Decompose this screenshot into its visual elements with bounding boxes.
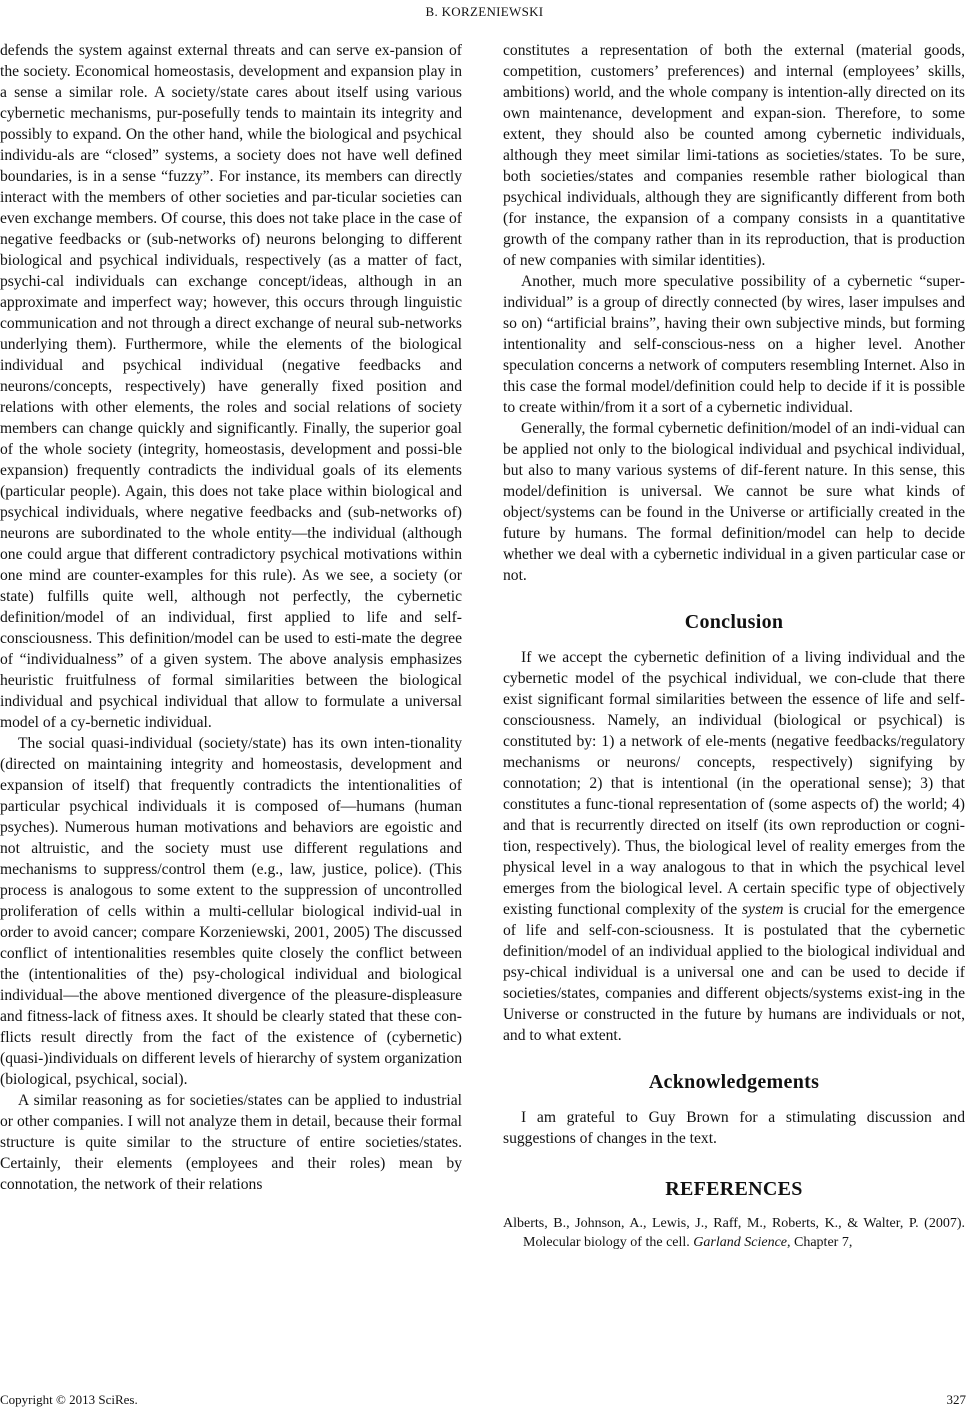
conclusion-text-part: If we accept the cybernetic definition of a living individual and the cybernetic model of the psychical individual, we con-clude that there exist significant formal similarities between the essence of life and self-consciousness. Namely, an individual (biological or psychical) is constituted by: 1) a network of ele-ments (negative feedbacks/regulatory mechanisms or neurons/ concepts, respectively) signifying by connotation; 2) that is intentional (in the operational sense); 3) that constitutes a func-tional representation of (some aspects of) the world; 4) and that is recurrently directed on itself (its own reproduction or cogni-tion, respectively). Thus, the biological level of reality emerges from the physical level in a way analogous to that in which the psychical level emerges from the biological level. A certain specific type of objectively existing functional complexity of the bbox=[503, 649, 965, 918]
reference-entry bbox=[503, 1214, 965, 1252]
body-paragraph: defends the system against external threats and can serve ex-pansion of the society. Economical homeostasis, development and expansion play in a sense a similar role. A society/state cares about itself using various cybernetic mechanisms, pur-posefully tends to maintain its integrity and possibly to expand. On the other hand, while the biological and psychical individu-als are “closed” systems, a society does not have well defined boundaries, is in a sense “fuzzy”. For instance, its members can directly interact with the members of other societies and par-ticular societies can even exchange members. Of course, this does not take place in the case of negative feedbacks or (sub-networks of) neurons belonging to different biological and psychical individuals, respectively (as a matter of fact, psychi-cal individuals can exchange concept/ideas, although in an approximate and imperfect way; however, this occurs through linguistic communication and not through a direct exchange of neural sub-networks underlying them). Furthermore, while the elements of the biological individual and psychical individual (negative feedbacks and neurons/concepts, respectively) have generally fixed position and relations with other elements, the roles and social relations of society members can change quickly and significantly. Finally, the superior goal of the whole society (integrity, homeostasis, development and possi-ble expansion) frequently contradicts the individual goals of its elements (particular people). Again, this does not take place within biological and psychical individuals, where negative feedbacks and (sub-networks of) neurons are subordinated to the whole entity—the individual (although one could argue that different contradictory psychical motivations within one mind are counter-examples for this rule). As we see, a society (or state) fulfills quite well, although not perfectly, the cybernetic definition/model of an individual, first applied to life and self-consciousness. This definition/model can be used to esti-mate the degree of “individualness” of a given system. The above analysis emphasizes heuristic fruitfulness of formal similarities between the biological individual and psychical individual that allow to formulate a universal model of a cy-bernetic individual. bbox=[0, 42, 463, 731]
left-column bbox=[0, 40, 462, 1195]
running-header: B. KORZENIEWSKI bbox=[425, 4, 544, 19]
body-paragraph: constitutes a representation of both the external (material goods, competition, customers’ preferences) and internal (employees’ skills, ambitions) world, and the whole company is intention-ally directed on its own maintenance, development and expan-sion. Therefore, to some extent, they should also be counted among cybernetic individuals, although they meet similar limi-tations as societies/states. To be sure, both societies/states and companies resemble rather biological than psychical individuals, although they are significantly different from both (for instance, the expansion of a company consists in a quantitative growth of the company rather than in its reproduction, that is production of new companies with similar identities). bbox=[503, 42, 965, 269]
reference-journal: Garland Science bbox=[693, 1235, 787, 1250]
right-column bbox=[503, 40, 965, 1252]
copyright-notice: Copyright © 2013 SciRes. bbox=[0, 1392, 138, 1407]
conclusion-heading: Conclusion bbox=[684, 611, 784, 633]
conclusion-paragraph bbox=[503, 647, 965, 1046]
italic-term: system bbox=[741, 901, 784, 918]
reference-authors: Alberts, B., Johnson, A., Lewis, J., Raff, M., Roberts, K., & Walter, P. (2007). Molecular biology of the cell. bbox=[503, 1216, 965, 1250]
acknowledgements-heading: Acknowledgements bbox=[648, 1071, 820, 1093]
references-heading: REFERENCES bbox=[665, 1178, 803, 1200]
body-paragraph: Generally, the formal cybernetic definition/model of an indi-vidual can be applied not only to the biological individual and psychical individual, but also to many various systems of dif-ferent nature. In this sense, this model/definition is universal. We cannot be sure what kinds of object/systems can be found in the Universe or artificially created in the future by humans. The formal definition/model can help to decide whether we deal with a cybernetic individual in a given particular case or not. bbox=[503, 420, 965, 584]
reference-tail: , Chapter 7, bbox=[787, 1235, 853, 1250]
body-paragraph: Another, much more speculative possibility of a cybernetic “super-individual” is a group of directly connected (by wires, laser impulses and so on) “artificial brains”, having their own subjective minds, but forming intentionality and self-conscious-ness on a higher level. Another speculation concerns a network of computers resembling Internet. Also in this case the formal model/definition could help to decide if it is possible to create within/from it a sort of a cybernetic individual. bbox=[503, 273, 965, 416]
page-number: 327 bbox=[946, 1392, 966, 1407]
body-paragraph: A similar reasoning as for societies/states can be applied to industrial or other companies. I will not analyze them in detail, because their formal structure is quite similar to the structure of entire societies/states. Certainly, their elements (employees and their roles) mean by connotation, the network of their relations bbox=[0, 1092, 462, 1193]
body-paragraph: The social quasi-individual (society/state) has its own inten-tionality (directed on maintaining integrity and homeostasis, development and expansion of itself) that frequently contradicts the intentionalities of particular psychical individuals it is composed of—humans (human psyches). Numerous human motivations and behaviors are egoistic and not altruistic, and the society must use different regulations and mechanisms to suppress/control them (e.g., law, justice, police). (This process is analogous to some extent to the suppression of uncontrolled proliferation of cells within a multi-cellular biological individ-ual in order to avoid cancer; compare Korzeniewski, 2001, 2005) The discussed conflict of intentionalities resembles quite closely the conflict between the (intentionalities of the) psy-chological individual and biological individual—the above mentioned divergence of the pleasure-displeasure and fitness-lack of fitness axes. It should be clearly stated that these con-flicts result directly from the fact of the existence of (cybernetic) (quasi-)individuals on different levels of hierarchy of system organization (biological, psychical, social). bbox=[0, 735, 462, 1088]
acknowledgements-paragraph: I am grateful to Guy Brown for a stimulating discussion and suggestions of changes in the text. bbox=[503, 1109, 965, 1147]
conclusion-text-part: is crucial for the emergence of life and self-con-sciousness. It is postulated that the cybernetic definition/model of an individual applied to the biological individual and psy-chical individual is a universal one and can be used to decide if societies/states, companies and different objects/systems exist-ing in the Universe or constructed in the future by humans are individuals or not, and to what extent. bbox=[503, 901, 965, 1044]
